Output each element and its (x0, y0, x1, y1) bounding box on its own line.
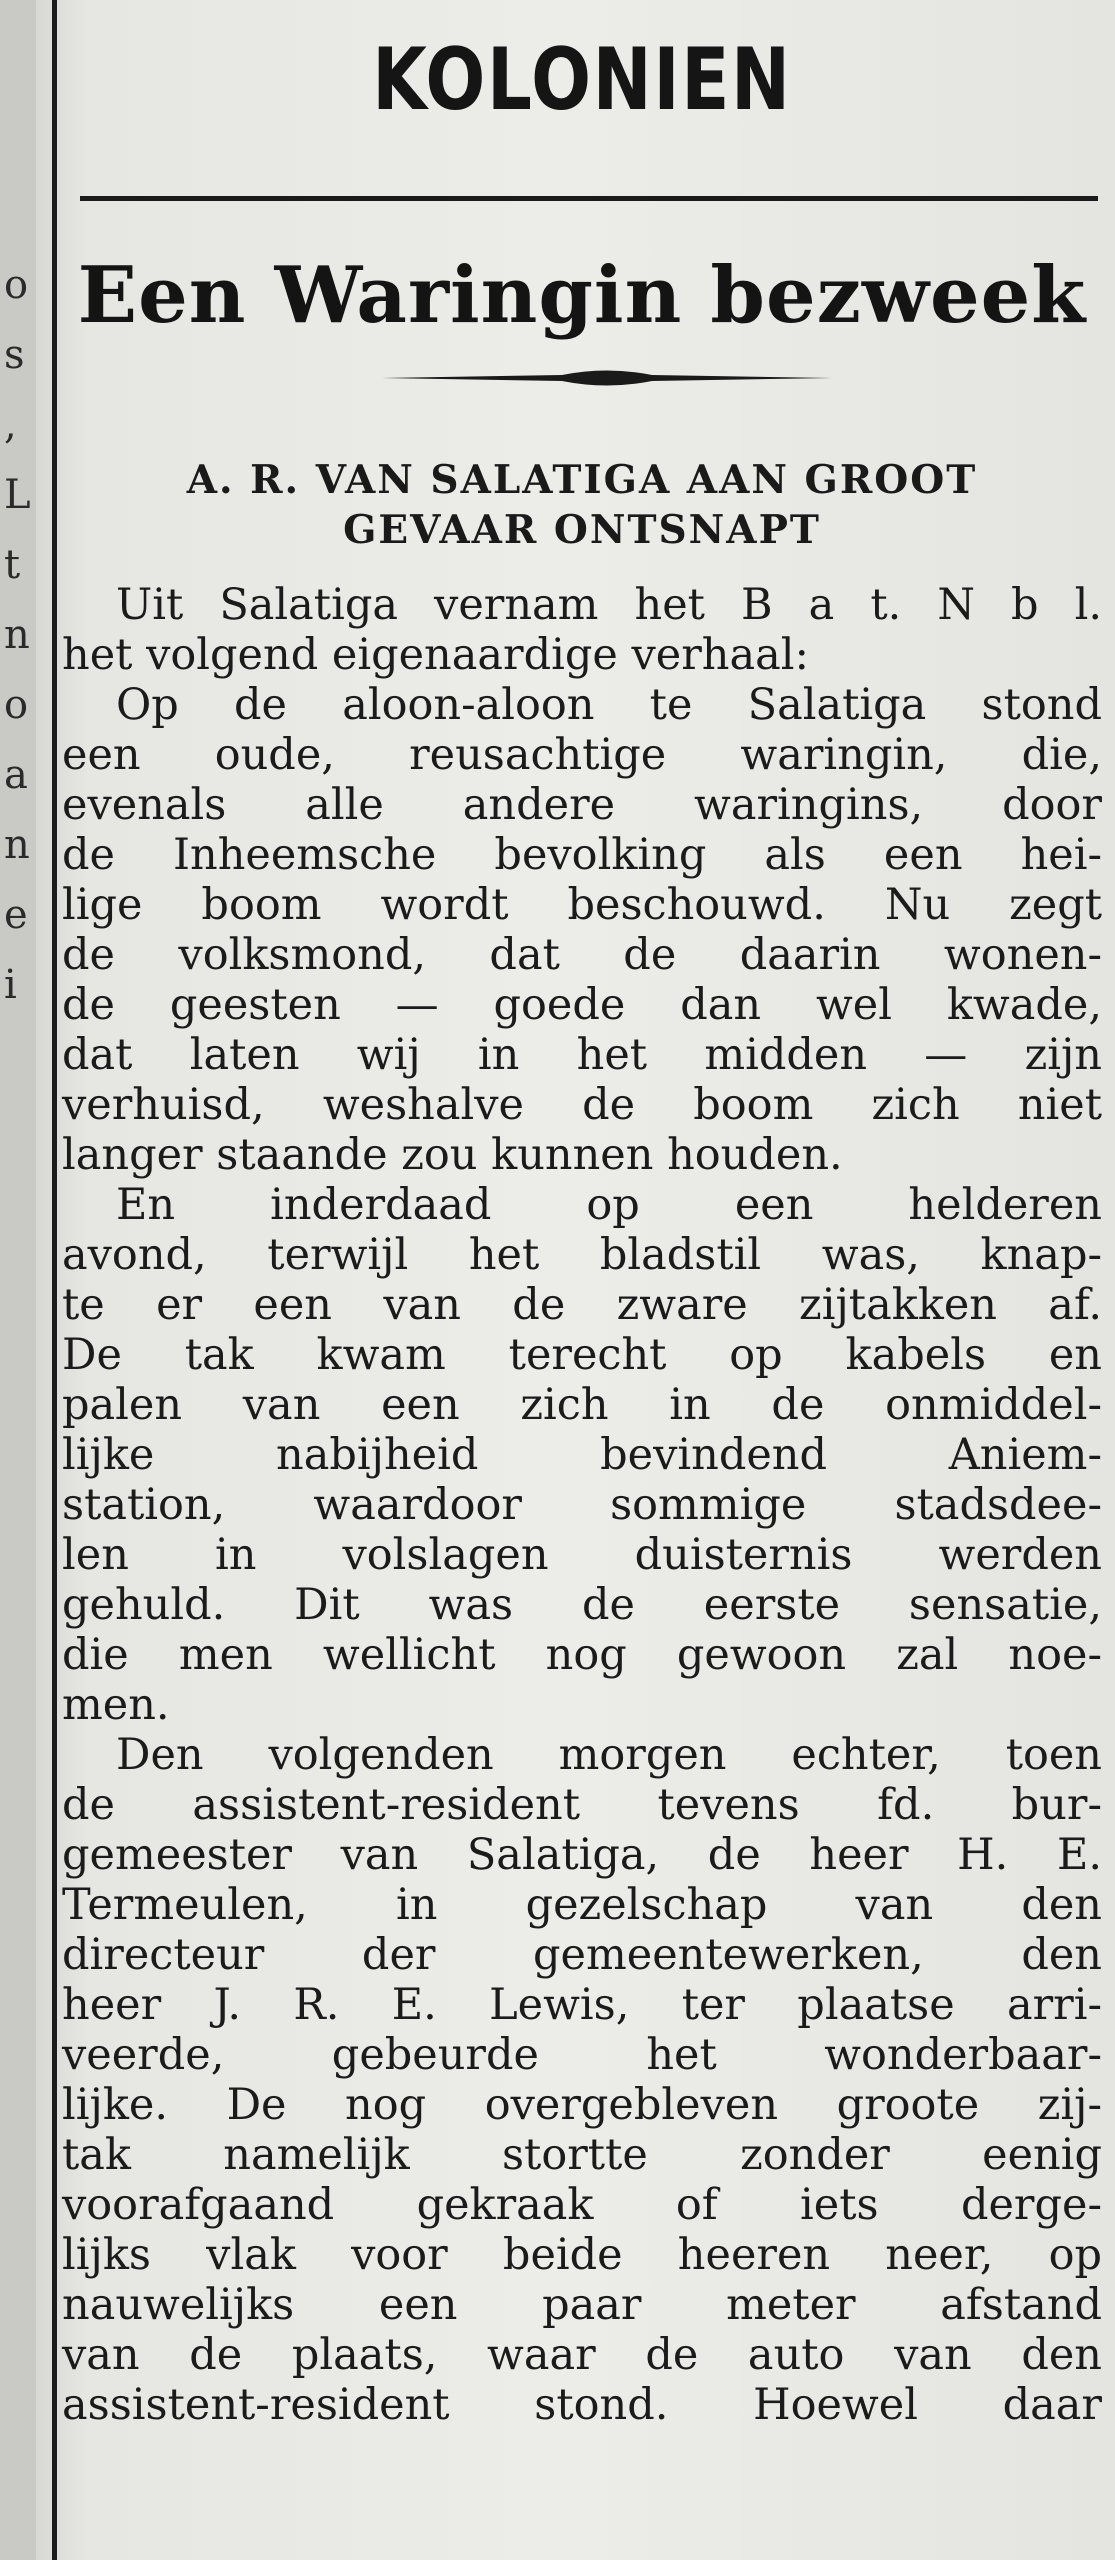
article-body (62, 580, 1102, 2430)
fragment-letter: n (4, 822, 30, 868)
article-line: lijke nabijheid bevindend Aniem- (62, 1430, 1102, 1480)
article-line: voorafgaand gekraak of iets derge- (62, 2180, 1102, 2230)
column-divider (52, 0, 57, 2560)
article-line: men. (62, 1680, 170, 1730)
article-line: En inderdaad op een helderen (116, 1180, 1102, 1230)
article-line: Op de aloon-aloon te Salatiga stond (116, 680, 1102, 730)
article-line: verhuisd, weshalve de boom zich niet (62, 1080, 1102, 1130)
article-line: een oude, reusachtige waringin, die, (62, 730, 1102, 780)
article-line: veerde, gebeurde het wonderbaar- (62, 2030, 1102, 2080)
article-line: len in volslagen duisternis werden (62, 1530, 1102, 1580)
fragment-letter: o (4, 682, 29, 728)
subheadline (62, 455, 1102, 555)
fragment-letter: , (4, 402, 17, 448)
article-line: evenals alle andere waringins, door (62, 780, 1102, 830)
article-line: avond, terwijl het bladstil was, knap- (62, 1230, 1102, 1280)
fragment-letter: a (4, 752, 28, 798)
article-line: gemeester van Salatiga, de heer H. E. (62, 1830, 1102, 1880)
article-line: Termeulen, in gezelschap van den (62, 1880, 1102, 1930)
headline: Een Waringin bezweek (77, 250, 1087, 341)
article-line: te er een van de zware zijtakken af. (62, 1280, 1102, 1330)
article-line: lijks vlak voor beide heeren neer, op (62, 2230, 1102, 2280)
section-rule (80, 196, 1098, 201)
article-line: De tak kwam terecht op kabels en (62, 1330, 1102, 1380)
article-line: lige boom wordt beschouwd. Nu zegt (62, 880, 1102, 930)
adjacent-column-letters (4, 250, 34, 1020)
article-line: nauwelijks een paar meter afstand (62, 2280, 1102, 2330)
article-line: van de plaats, waar de auto van den (62, 2330, 1102, 2380)
fragment-letter: e (4, 892, 28, 938)
article-line: het volgend eigenaardige verhaal: (62, 630, 809, 680)
subheadline-line: A. R. VAN SALATIGA AAN GROOT (186, 457, 978, 503)
article-line: Uit Salatiga vernam het B a t. N b l. (116, 580, 1102, 630)
fragment-letter: n (4, 612, 30, 658)
fragment-letter: i (4, 962, 17, 1008)
article-line: directeur der gemeentewerken, den (62, 1930, 1102, 1980)
subheadline-line: GEVAAR ONTSNAPT (343, 507, 821, 553)
article-line: de geesten — goede dan wel kwade, (62, 980, 1102, 1030)
headline-ornament (382, 368, 832, 388)
article-line: langer staande zou kunnen houden. (62, 1130, 843, 1180)
article-line: station, waardoor sommige stadsdee- (62, 1480, 1102, 1530)
article-line: de volksmond, dat de daarin wonen- (62, 930, 1102, 980)
article-line: die men wellicht nog gewoon zal noe- (62, 1630, 1102, 1680)
article-line: palen van een zich in de onmiddel- (62, 1380, 1102, 1430)
article-line: lijke. De nog overgebleven groote zij- (62, 2080, 1102, 2130)
article-line: tak namelijk stortte zonder eenig (62, 2130, 1102, 2180)
section-title: KOLONIEN (372, 30, 792, 130)
article-line: de Inheemsche bevolking als een hei- (62, 830, 1102, 880)
article-line: assistent-resident stond. Hoewel daar (62, 2380, 1102, 2430)
fragment-letter: o (4, 262, 29, 308)
fragment-letter: t (4, 542, 21, 588)
adjacent-column-fragment (0, 0, 36, 2560)
article-line: de assistent-resident tevens fd. bur- (62, 1780, 1102, 1830)
article-line: dat laten wij in het midden — zijn (62, 1030, 1102, 1080)
article-line: heer J. R. E. Lewis, ter plaatse arri- (62, 1980, 1102, 2030)
article-line: Den volgenden morgen echter, toen (116, 1730, 1102, 1780)
fragment-letter: s (4, 332, 25, 378)
fragment-letter: L (4, 472, 31, 518)
article-line: gehuld. Dit was de eerste sensatie, (62, 1580, 1102, 1630)
article-column (62, 0, 1102, 2560)
